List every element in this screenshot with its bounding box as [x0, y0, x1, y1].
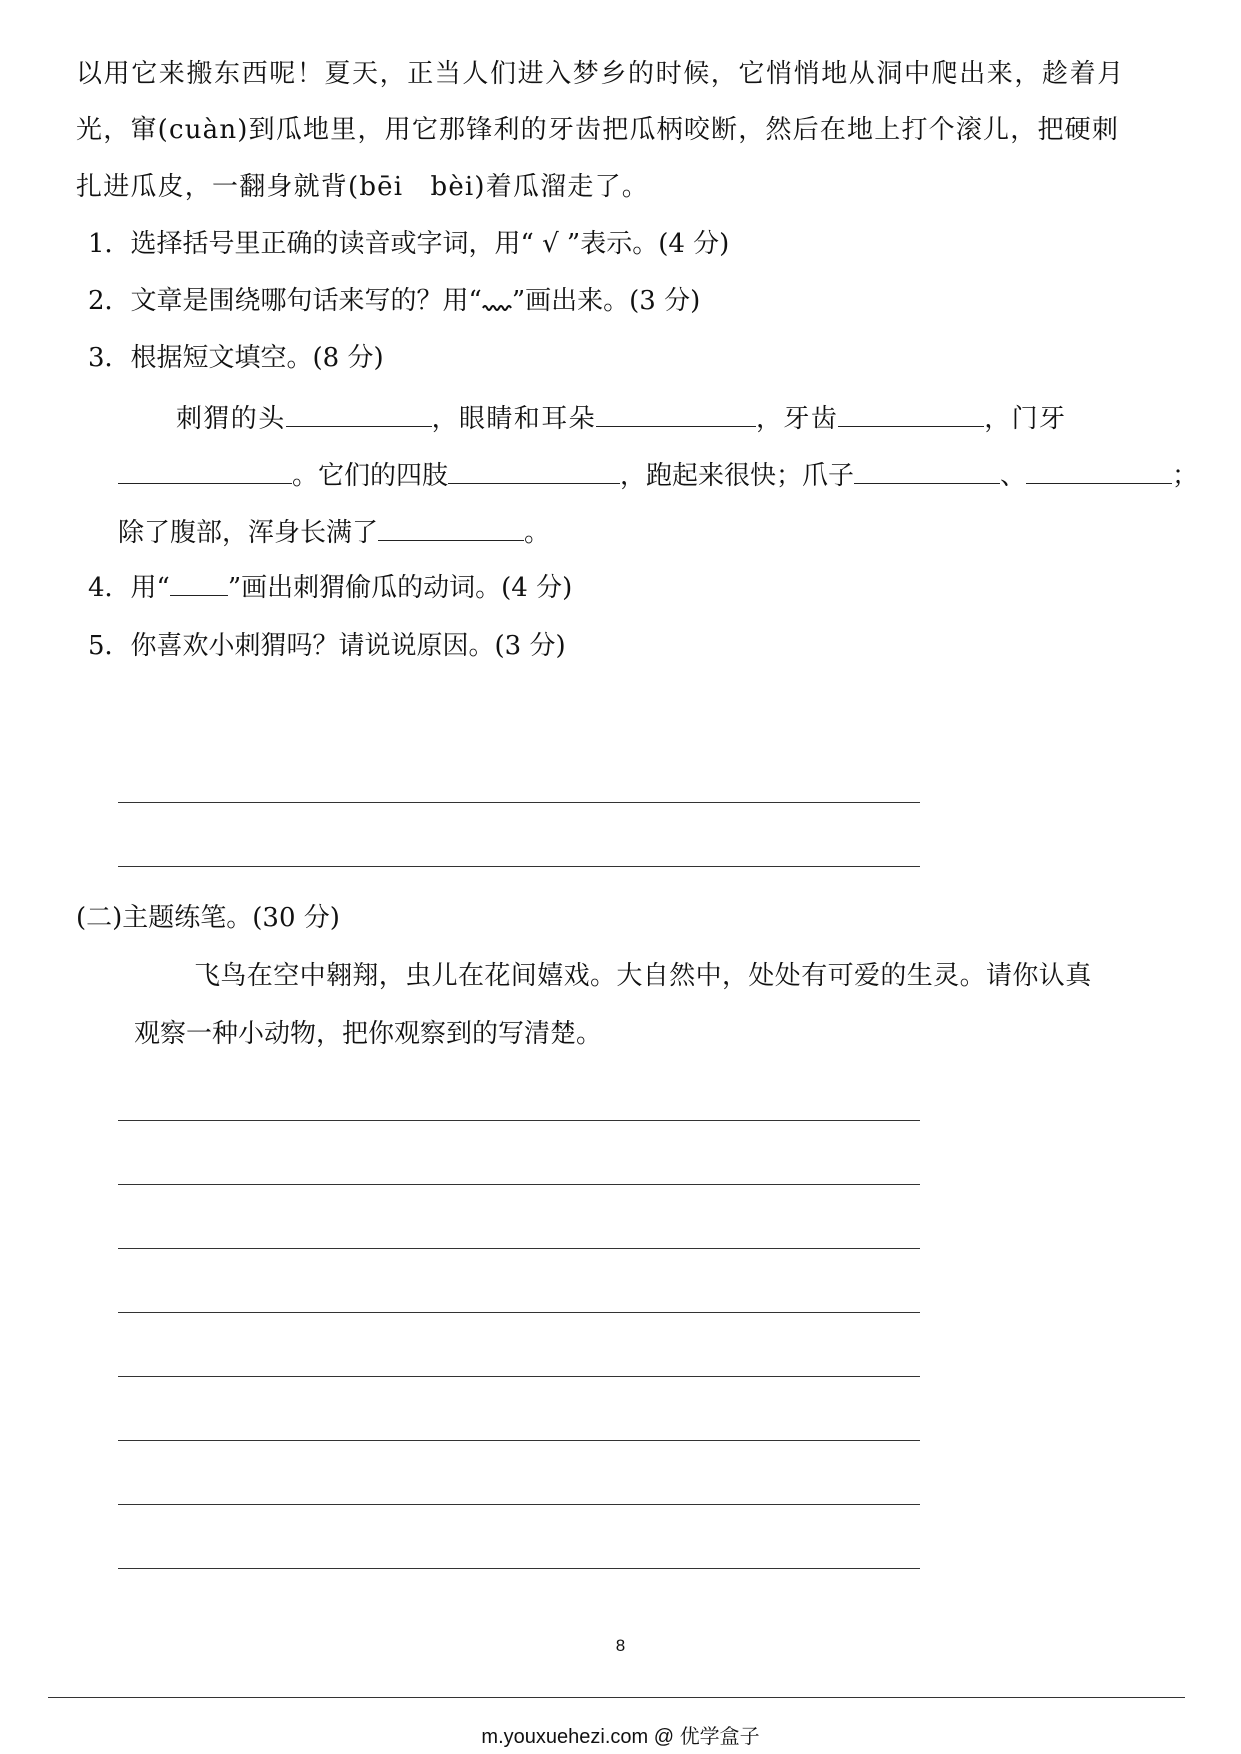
blank-teeth[interactable] [838, 400, 984, 427]
section-2-prompt-line-2: 观察一种小动物，把你观察到的写清楚。 [134, 1019, 603, 1049]
fill-line-3 [118, 514, 550, 550]
blank-spines[interactable] [378, 514, 524, 541]
fill-text-c: ，牙齿 [756, 404, 839, 434]
question-3: 3．根据短文填空。(8 分) [88, 343, 384, 373]
writing-line[interactable] [118, 1568, 920, 1569]
fill-text-e: 。它们的四肢 [292, 461, 449, 491]
question-2-text-pre: 2．文章是围绕哪句话来写的？用“ [88, 286, 482, 316]
question-4 [88, 571, 572, 605]
blank-claws-1[interactable] [854, 457, 1000, 484]
footer-site: m.youxuehezi.com @ 优学盒子 [481, 1726, 760, 1748]
writing-line[interactable] [118, 1120, 920, 1121]
fill-line-2 [118, 457, 1198, 493]
fill-text-a: 刺猬的头 [176, 404, 286, 434]
page-number: 8 [615, 1636, 626, 1655]
blank-head[interactable] [286, 400, 432, 427]
fill-text-i: 除了腹部，浑身长满了 [118, 518, 379, 548]
wavy-underline-icon [482, 304, 512, 312]
fill-text-g: 、 [1000, 461, 1027, 491]
fill-text-f: ，跑起来很快；爪子 [620, 461, 855, 491]
writing-line[interactable] [118, 1312, 920, 1313]
fill-text-j: 。 [524, 518, 551, 548]
question-5: 5．你喜欢小刺猬吗？请说说原因。(3 分) [88, 631, 566, 661]
section-2-title: (二)主题练笔。(30 分) [76, 903, 340, 933]
passage-line-2: 光，窜(cuàn)到瓜地里，用它那锋利的牙齿把瓜柄咬断，然后在地上打个滚儿，把硬刺 [76, 115, 1120, 145]
fill-text-b: ，眼睛和耳朵 [431, 404, 597, 434]
writing-line[interactable] [118, 1504, 920, 1505]
question-4-text-pre: 4．用“ [88, 573, 170, 603]
question-1: 1．选择括号里正确的读音或字词，用“ √ ”表示。(4 分) [88, 229, 730, 259]
fill-text-d: ，门牙 [984, 404, 1067, 434]
writing-line[interactable] [118, 1376, 920, 1377]
passage-line-1: 以用它来搬东西呢！夏天，正当人们进入梦乡的时候，它悄悄地从洞中爬出来，趁着月 [76, 59, 1125, 89]
writing-line[interactable] [118, 1248, 920, 1249]
section-2-prompt-line-1: 飞鸟在空中翱翔，虫儿在花间嬉戏。大自然中，处处有可爱的生灵。请你认真 [194, 961, 1092, 991]
blank-claws-2[interactable] [1026, 457, 1172, 484]
writing-line[interactable] [118, 1440, 920, 1441]
footer-divider [48, 1697, 1185, 1698]
fill-text-h: ； [1172, 461, 1199, 491]
question-4-text-post: ”画出刺猬偷瓜的动词。(4 分) [227, 573, 573, 603]
fill-line-1 [176, 400, 1066, 436]
blank-eyes-ears[interactable] [596, 400, 756, 427]
answer-line[interactable] [118, 866, 920, 867]
passage-line-3: 扎进瓜皮，一翻身就背(bēi bèi)着瓜溜走了。 [76, 172, 649, 202]
blank-front-teeth[interactable] [118, 457, 292, 484]
question-2-text-post: ”画出来。(3 分) [511, 286, 701, 316]
question-2 [88, 284, 700, 318]
blank-limbs[interactable] [448, 457, 620, 484]
straight-underline-sample [170, 573, 228, 596]
writing-line[interactable] [118, 1184, 920, 1185]
answer-line[interactable] [118, 802, 920, 803]
